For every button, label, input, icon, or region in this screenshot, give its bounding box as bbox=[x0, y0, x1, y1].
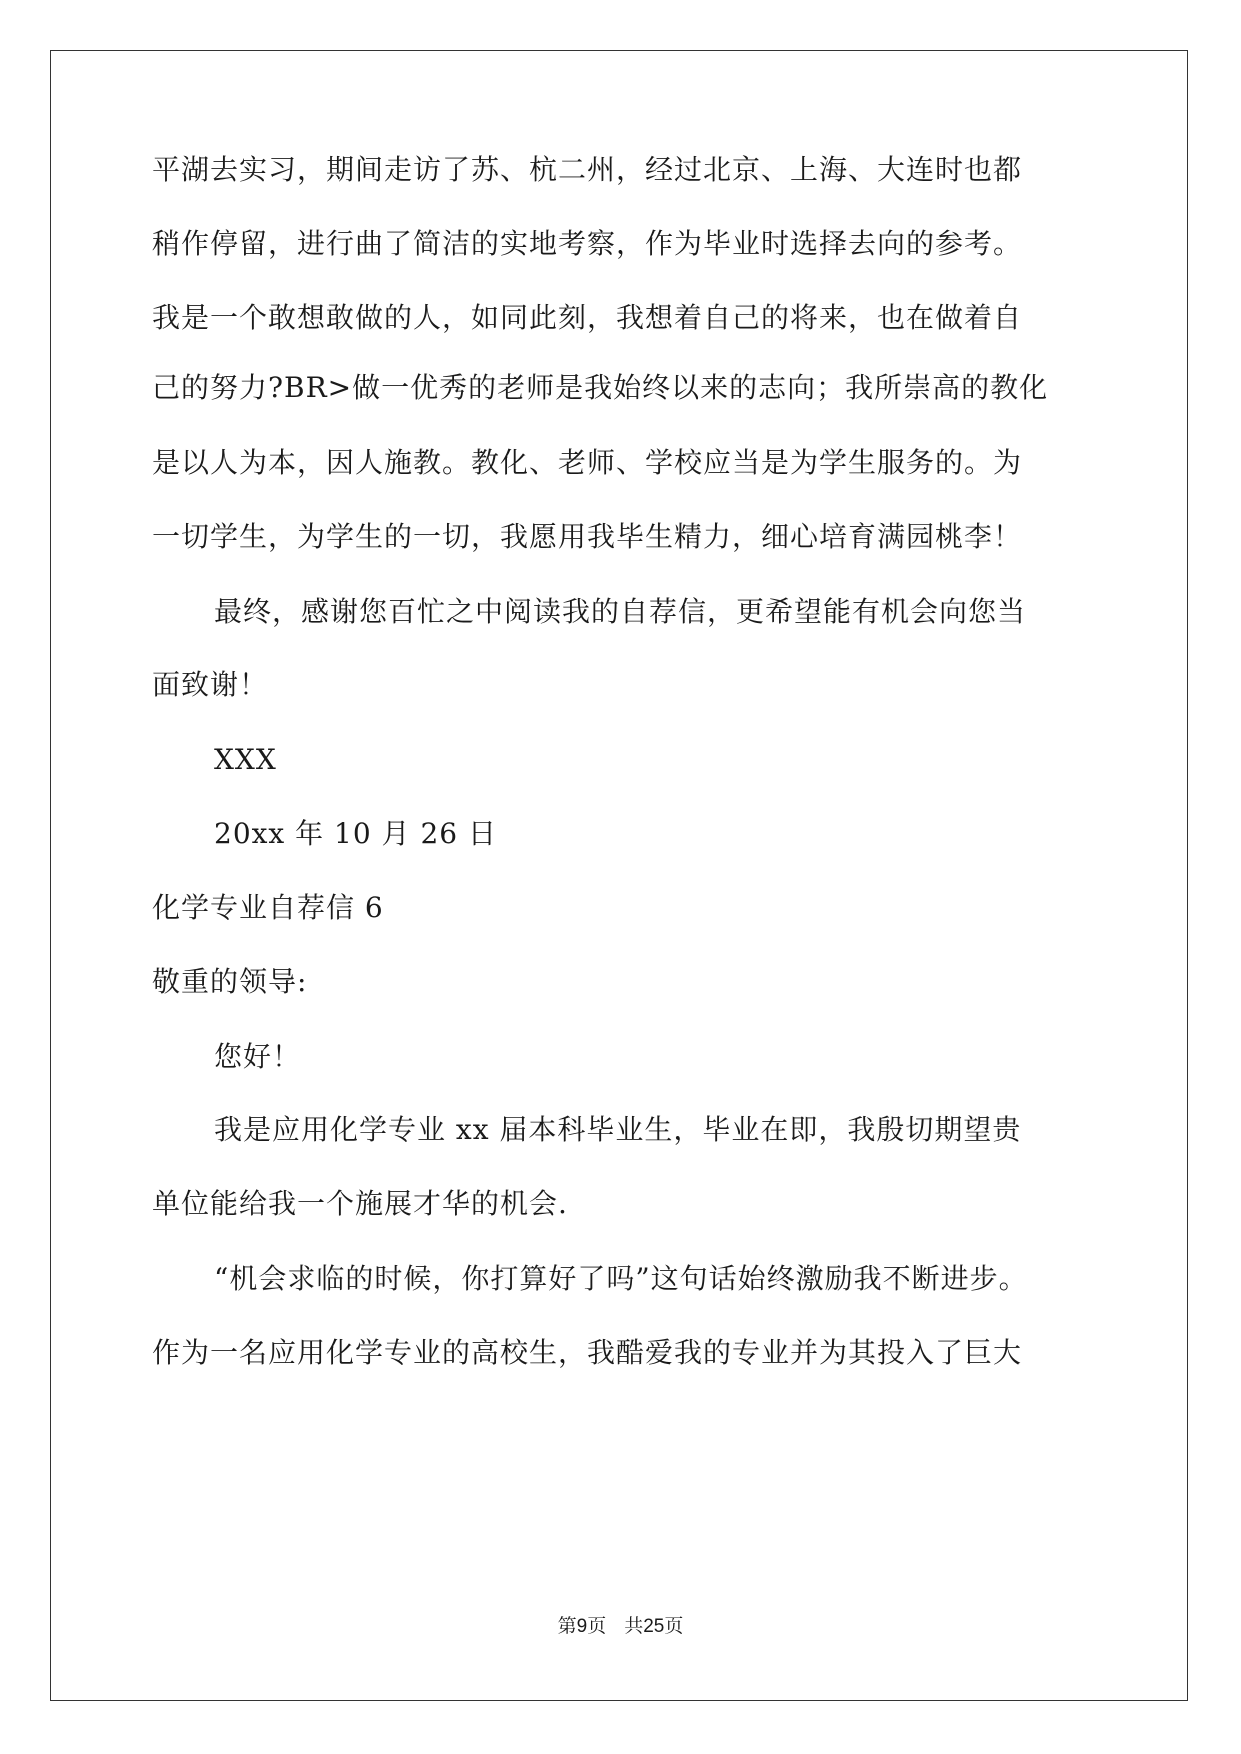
body-line: 面致谢！ bbox=[152, 668, 269, 701]
paragraph-start: “机会求临的时候，你打算好了吗”这句话始终激励我不断进步。 bbox=[214, 1262, 1028, 1295]
signature-name: XXX bbox=[214, 743, 277, 776]
section-title: 化学专业自荐信 6 bbox=[152, 891, 384, 924]
salutation: 敬重的领导: bbox=[152, 965, 308, 998]
footer-total-suffix: 页 bbox=[664, 1615, 684, 1637]
footer-page-total: 25 bbox=[643, 1616, 665, 1637]
footer-page-prefix: 第 bbox=[557, 1615, 577, 1637]
page-footer bbox=[0, 1614, 1241, 1639]
body-line: 作为一名应用化学专业的高校生，我酷爱我的专业并为其投入了巨大 bbox=[152, 1336, 1023, 1369]
closing-paragraph: 最终，感谢您百忙之中阅读我的自荐信，更希望能有机会向您当 bbox=[214, 595, 1027, 628]
body-line: 单位能给我一个施展才华的机会. bbox=[152, 1187, 568, 1220]
body-line: 平湖去实习，期间走访了苏、杭二州，经过北京、上海、大连时也都 bbox=[152, 153, 1023, 186]
paragraph-start: 我是应用化学专业 xx 届本科毕业生，毕业在即，我殷切期望贵 bbox=[214, 1113, 1022, 1146]
body-line: 己的努力?BR>做一优秀的老师是我始终以来的志向；我所崇高的教化 bbox=[152, 371, 1049, 404]
signature-date: 20xx 年 10 月 26 日 bbox=[214, 817, 497, 850]
greeting: 您好！ bbox=[214, 1040, 302, 1073]
body-line: 我是一个敢想敢做的人，如同此刻，我想着自己的将来，也在做着自 bbox=[152, 301, 1023, 334]
footer-total-prefix: 共 bbox=[624, 1615, 644, 1637]
footer-page-current: 9 bbox=[576, 1616, 588, 1637]
page-border bbox=[50, 50, 1188, 1701]
body-line: 是以人为本，因人施教。教化、老师、学校应当是为学生服务的。为 bbox=[152, 446, 1023, 479]
body-line: 稍作停留，进行曲了简洁的实地考察，作为毕业时选择去向的参考。 bbox=[152, 227, 1023, 260]
body-line: 一切学生，为学生的一切，我愿用我毕生精力，细心培育满园桃李！ bbox=[152, 520, 1023, 553]
footer-page-suffix: 页 bbox=[587, 1615, 607, 1637]
